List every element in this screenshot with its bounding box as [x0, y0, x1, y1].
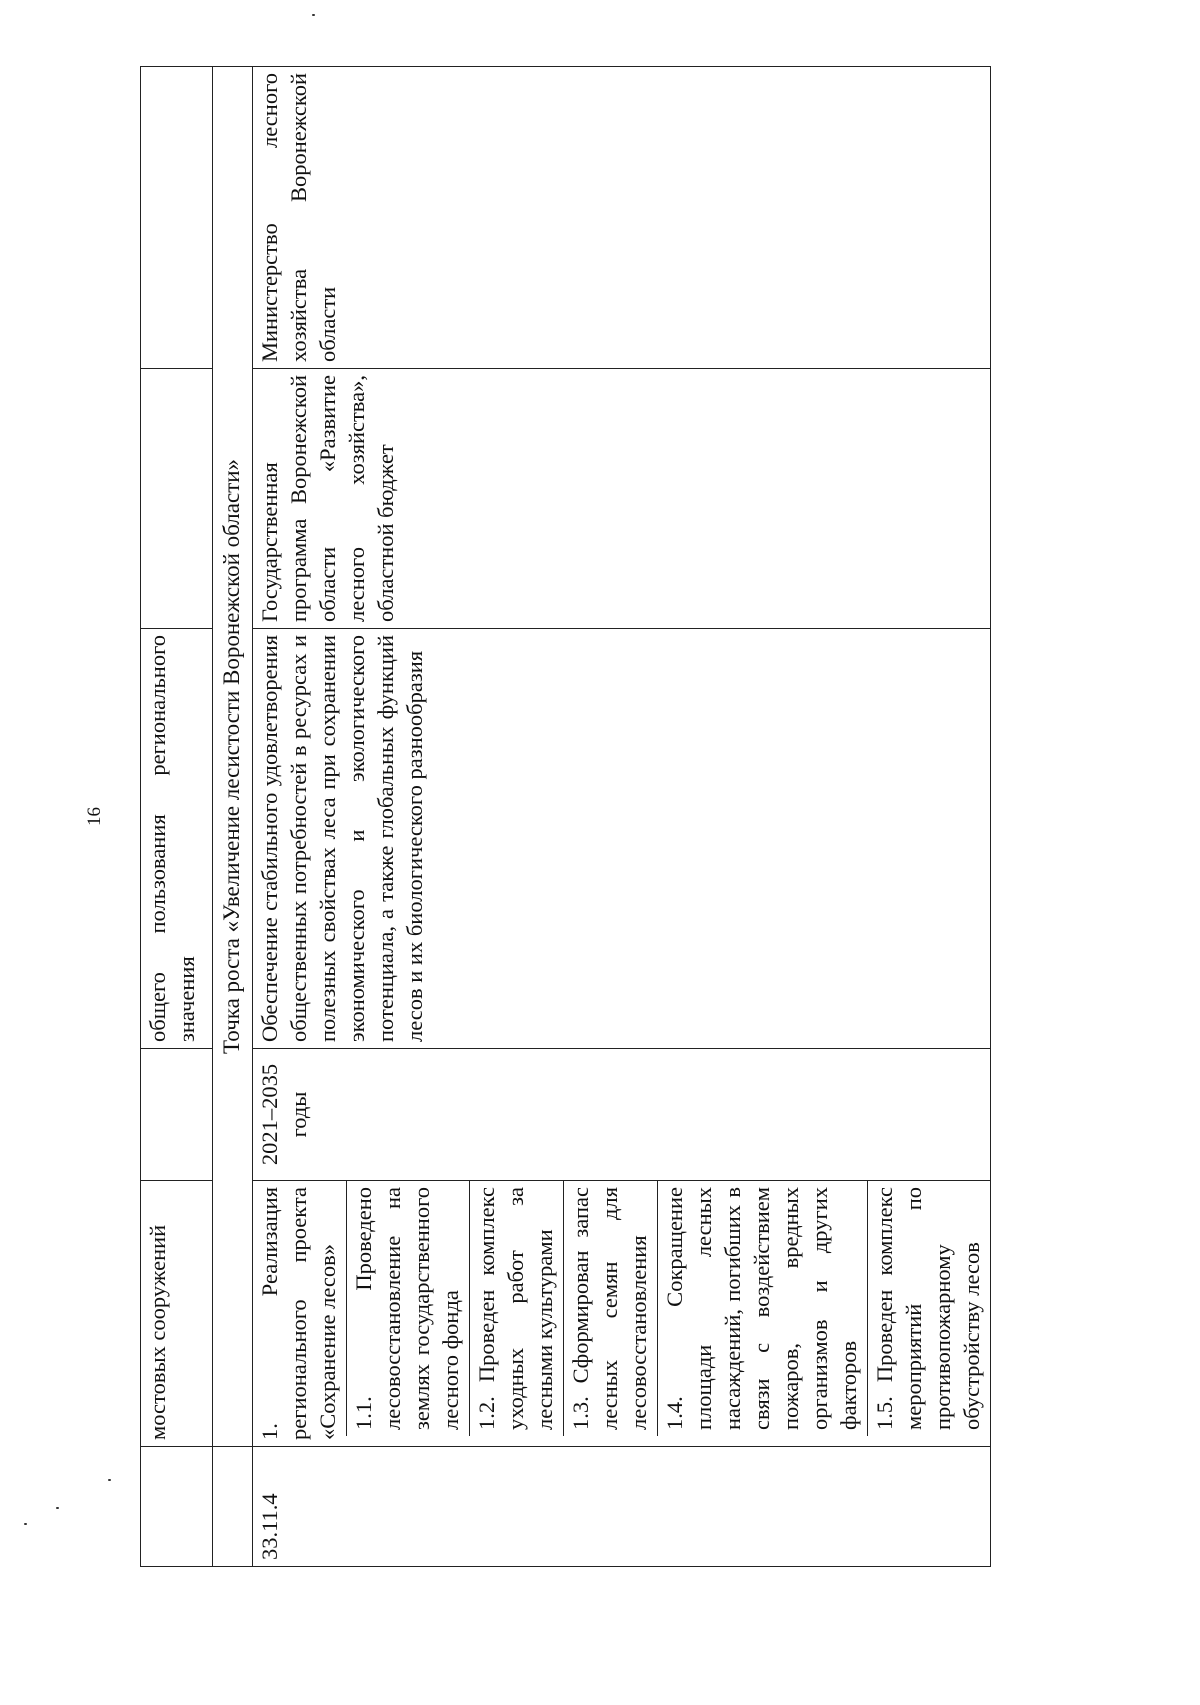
- table-cell: общего пользования регионального значения: [141, 629, 213, 1049]
- table-cell: мостовых сооружений: [141, 1181, 213, 1447]
- list-item: 1.2. Проведен комплекс уходных работ за лесными культурами: [469, 1181, 563, 1436]
- rotated-table-area: [140, 67, 1148, 1567]
- page-number: 16: [84, 807, 105, 826]
- table-row: [253, 67, 991, 1567]
- section-header-row: [213, 67, 253, 1567]
- list-item: 1.1. Проведено лесовосстановление на землях государственного лесного фонда: [346, 1181, 469, 1436]
- project-title: 1. Реализация регионального проекта «Сохранение лесов»: [257, 1187, 340, 1440]
- measures-table: [140, 66, 991, 1567]
- list-item: 1.3. Сформирован запас лесных семян для лесовосстановления: [563, 1181, 657, 1436]
- table-cell: [141, 67, 213, 369]
- table-cell: [141, 1049, 213, 1181]
- project-cell: [253, 1181, 991, 1447]
- sub-items-list: [346, 1181, 990, 1446]
- section-header: Точка роста «Увеличение лесистости Воронежской области»: [213, 67, 253, 1447]
- table-cell: [141, 1447, 213, 1567]
- table-row: [141, 67, 213, 1567]
- goal-cell: Обеспечение стабильного удовлетворения общественных потребностей в ресурсах и полезных свойствах леса при сохранении экономического и экологического потенциала, а также глобальных функций лесов и их биологического разнообразия: [253, 629, 991, 1049]
- period-cell: 2021–2035 годы: [253, 1049, 991, 1181]
- row-code: 33.11.4: [253, 1447, 991, 1567]
- responsible-cell: Министерство лесного хозяйства Воронежской области: [253, 67, 991, 369]
- scan-speck: [24, 1523, 27, 1525]
- funding-cell: Государственная программа Воронежской области «Развитие лесного хозяйства», областной бюджет: [253, 369, 991, 629]
- scan-speck: [312, 14, 315, 16]
- scan-speck: [108, 1479, 111, 1481]
- scan-speck: [56, 1507, 59, 1509]
- list-item: 1.4. Сокращение площади лесных насаждений, погибших в связи с воздействием пожаров, вредных организмов и других факторов: [657, 1181, 867, 1436]
- list-item: 1.5. Проведен комплекс мероприятий по противопожарному обустройству лесов: [867, 1181, 990, 1436]
- table-cell: [141, 369, 213, 629]
- table-cell: [213, 1447, 253, 1567]
